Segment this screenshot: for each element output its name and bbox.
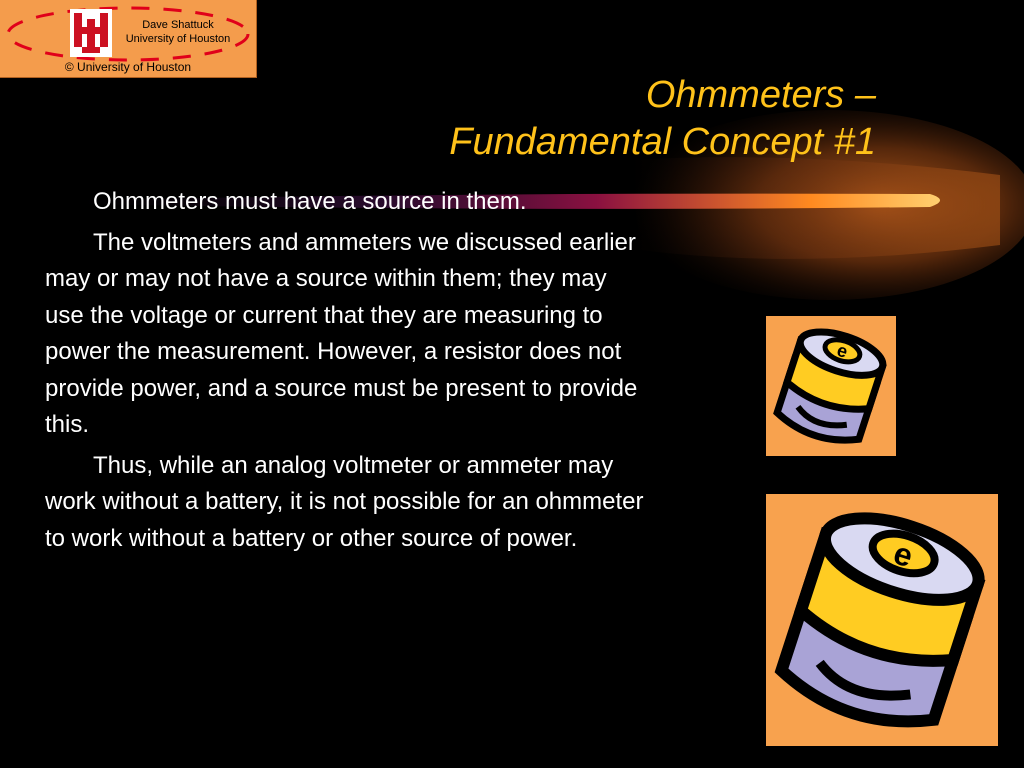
battery-large-image: [766, 494, 998, 746]
slide-body: [45, 184, 645, 561]
university-logo: [70, 9, 112, 57]
author-info: [118, 18, 238, 46]
battery-small-label: e: [834, 339, 851, 362]
author-badge: [0, 0, 257, 78]
paragraph-1: Ohmmeters must have a source in them.: [93, 188, 527, 215]
paragraph-3: Thus, while an analog voltmeter or ammeter may work without a battery, it is not possible for an ohmmeter to work without a battery or other source of power.: [45, 451, 644, 552]
title-line-1: Ohmmeters –: [645, 74, 876, 116]
slide-title: [449, 72, 876, 166]
battery-small-image: [766, 316, 896, 456]
author-institution: University of Houston: [125, 33, 231, 45]
title-line-2: Fundamental Concept #1: [449, 121, 876, 163]
battery-large-label: e: [889, 534, 918, 575]
paragraph-2: The voltmeters and ammeters we discussed earlier may or may not have a source within them; they may use the voltage or current that they are measuring to power the measurement. However, a resistor does not provide power, and a source must be present to provide this.: [45, 228, 638, 438]
author-name: Dave Shattuck: [142, 19, 214, 31]
copyright-text: © University of Houston: [64, 60, 192, 74]
